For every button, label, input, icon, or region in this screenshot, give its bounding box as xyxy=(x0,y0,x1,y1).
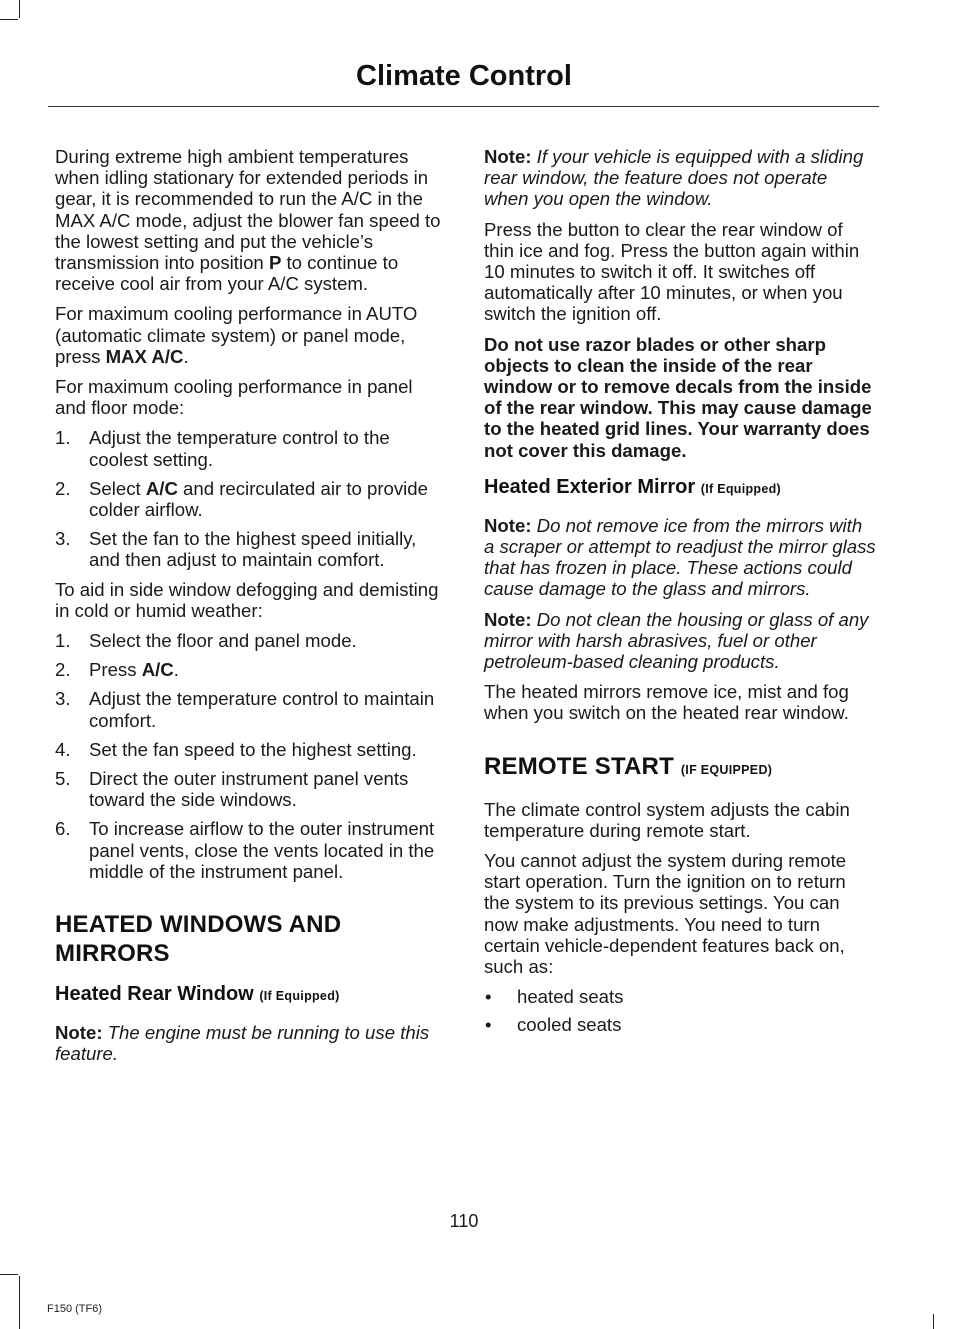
note: Note: Do not remove ice from the mirrors with a scraper or attempt to readjust the mirror glass that has frozen in place. These actions could cause damage to the glass and mirrors. xyxy=(484,514,876,600)
list-item: 2. Select A/C and recirculated air to provide colder airflow. xyxy=(55,477,428,521)
list-item: • heated seats xyxy=(485,986,624,1008)
note: Note: Do not clean the housing or glass of any mirror with harsh abrasives, fuel or other petroleum-based cleaning products. xyxy=(484,608,869,673)
list-item: • cooled seats xyxy=(485,1013,622,1035)
list-item: 1. Select the floor and panel mode. xyxy=(55,630,357,652)
note: Note: If your vehicle is equipped with a sliding rear window, the feature does not operate when you open the window. xyxy=(484,146,864,210)
right-column xyxy=(484,146,876,1041)
subsection-heading: Heated Exterior Mirror (If Equipped) xyxy=(484,475,782,498)
paragraph: During extreme high ambient temperatures when idling stationary for extended periods in gear, it is recommended to run the A/C in the MAX A/C mode, adjust the blower fan speed to the lowest setting and put the vehicle’s transmission into position P to continue to receive cool air from your A/C system. xyxy=(55,146,441,295)
page-title: Climate Control xyxy=(356,60,572,92)
paragraph: To aid in side window defogging and demisting in cold or humid weather: xyxy=(55,578,439,621)
list-item: 2. Press A/C. xyxy=(55,659,179,681)
subsection-heading: Heated Rear Window (If Equipped) xyxy=(55,983,340,1006)
section-heading: HEATED WINDOWS AND MIRRORS xyxy=(55,911,342,968)
crop-mark xyxy=(19,1276,20,1329)
list-item: 5. Direct the outer instrument panel vents toward the side windows. xyxy=(55,768,409,811)
feature-bullet-list xyxy=(484,986,876,1034)
paragraph: You cannot adjust the system during remote start operation. Turn the ignition on to return the system to its previous settings. You can now make adjustments. You need to turn certain vehicle-dependent features back on, such as: xyxy=(484,850,847,978)
list-item: 3. Adjust the temperature control to maintain comfort. xyxy=(55,688,435,731)
paragraph: The climate control system adjusts the cabin temperature during remote start. xyxy=(484,798,850,841)
paragraph: For maximum cooling performance in panel and floor mode: xyxy=(55,376,413,419)
paragraph: For maximum cooling performance in AUTO (automatic climate system) or panel mode, press MAX A/C. xyxy=(55,303,418,367)
list-item: 3. Set the fan to the highest speed initially, and then adjust to maintain comfort. xyxy=(55,528,417,571)
crop-mark xyxy=(0,1274,18,1275)
defog-steps-list xyxy=(55,630,447,882)
warning-text: Do not use razor blades or other sharp objects to clean the inside of the rear window or to remove decals from the inside of the rear window. This may cause damage to the heated grid lines. Your warranty does not cover this damage. xyxy=(484,333,872,461)
list-item: 6. To increase airflow to the outer instrument panel vents, close the vents located in the middle of the instrument panel. xyxy=(55,818,435,882)
crop-mark xyxy=(0,19,18,20)
crop-mark xyxy=(19,0,20,18)
paragraph: Press the button to clear the rear window of thin ice and fog. Press the button again within 10 minutes to switch it off. It switches off automatically after 10 minutes, or when you switch the ignition off. xyxy=(484,218,860,325)
document-code: F150 (TF6) xyxy=(47,1303,103,1315)
page-number: 110 xyxy=(449,1211,479,1231)
left-column xyxy=(55,146,447,1074)
crop-mark xyxy=(933,1314,934,1329)
note: Note: The engine must be running to use this feature. xyxy=(55,1022,430,1065)
list-item: 1. Adjust the temperature control to the coolest setting. xyxy=(55,427,390,470)
section-heading: REMOTE START (IF EQUIPPED) xyxy=(484,752,773,780)
paragraph: The heated mirrors remove ice, mist and fog when you switch on the heated rear window. xyxy=(484,681,849,724)
list-item: 4. Set the fan speed to the highest setting. xyxy=(55,738,417,760)
cooling-steps-list xyxy=(55,427,447,570)
title-rule xyxy=(48,106,879,107)
